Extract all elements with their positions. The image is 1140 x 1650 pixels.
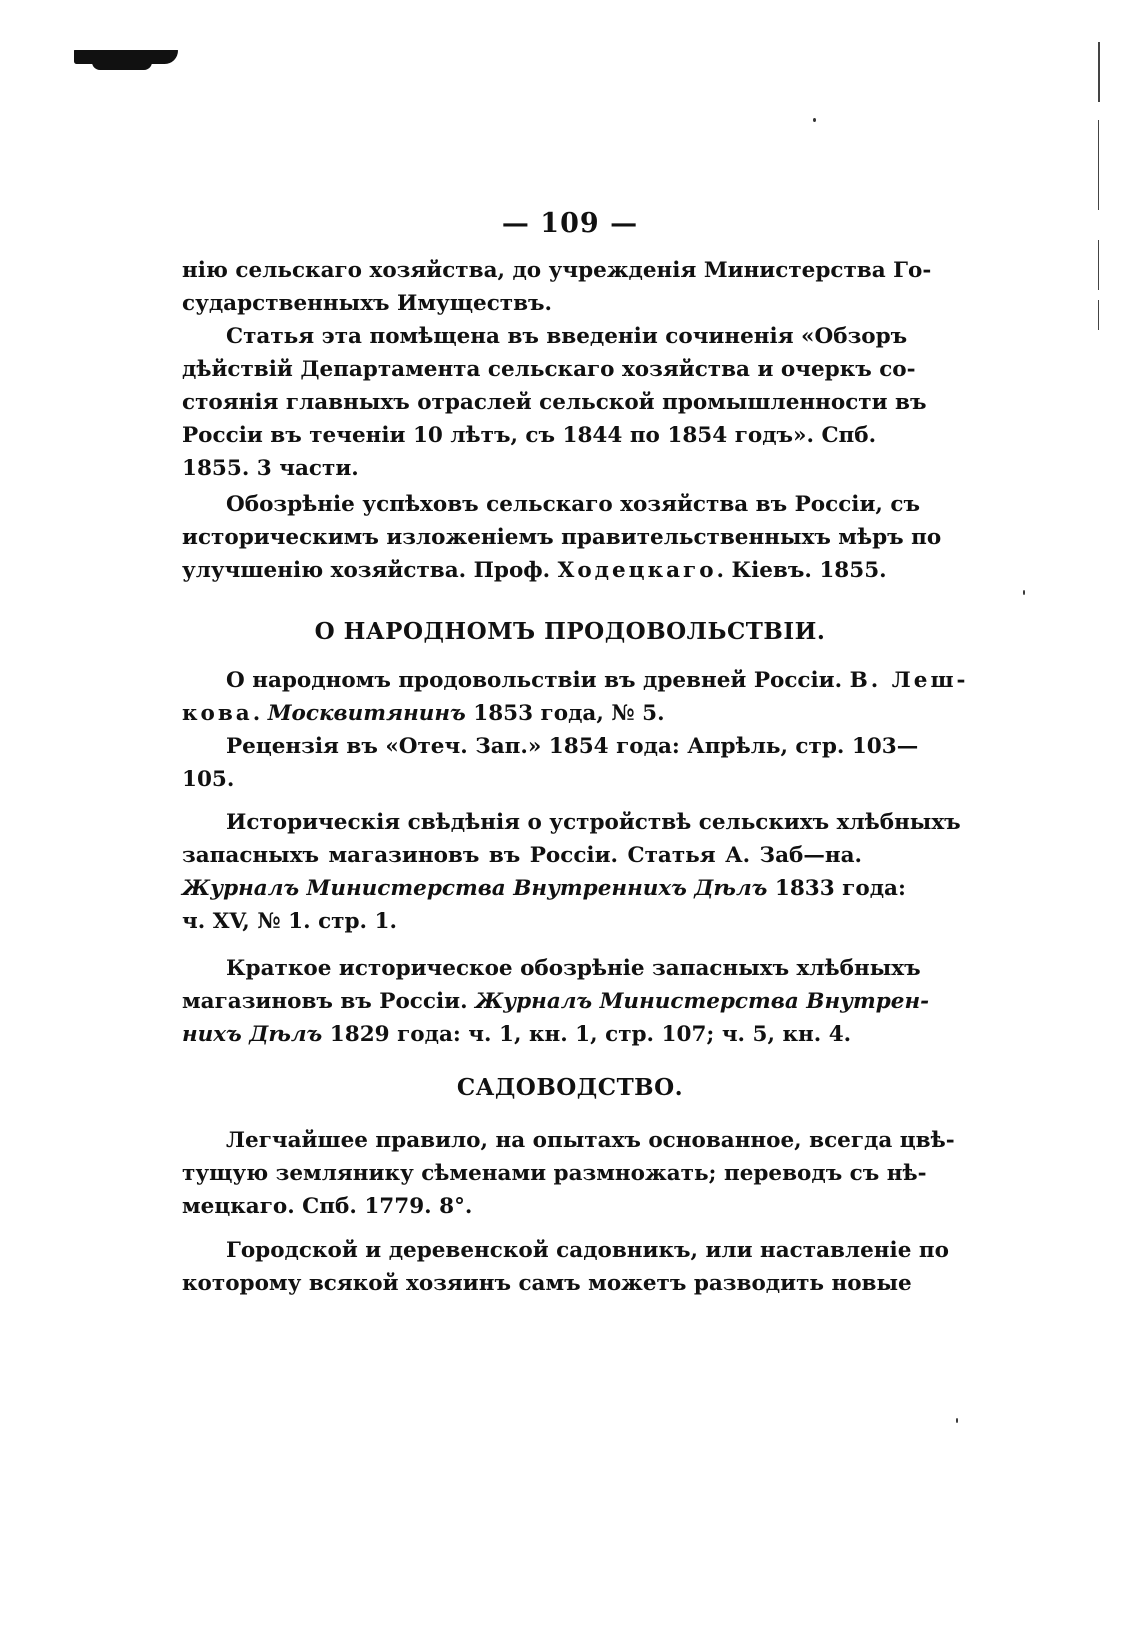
text-line: О народномъ продовольствіи въ древней Россіи. В. Леш-	[226, 668, 969, 693]
text-line: нихъ Дѣлъ 1829 года: ч. 1, кн. 1, стр. 107; ч. 5, кн. 4.	[182, 1022, 852, 1047]
section-heading-narodnoe-prodovolstvie: О НАРОДНОМЪ ПРОДОВОЛЬСТВІИ.	[314, 618, 826, 645]
text-line: тущую землянику сѣменами размножать; переводъ съ нѣ-	[182, 1161, 927, 1186]
text-line: улучшенію хозяйства. Проф. Ходецкаго. Кіевъ. 1855.	[182, 558, 887, 583]
text-line: Россіи въ теченіи 10 лѣтъ, съ 1844 по 1854 годъ». Спб.	[182, 423, 877, 448]
text-line: которому всякой хозяинъ самъ можетъ разводить новые	[182, 1271, 912, 1296]
scan-edge-line	[1098, 120, 1099, 210]
paragraph-leshkov	[182, 664, 969, 730]
scan-edge-line	[1098, 240, 1099, 290]
scan-speck	[1023, 590, 1025, 595]
text-line: 105.	[182, 767, 235, 792]
text-line: кова. Москвитянинъ 1853 года, № 5.	[182, 701, 665, 726]
text-line: Рецензія въ «Отеч. Зап.» 1854 года: Апрѣль, стр. 103—	[226, 734, 919, 759]
text-line: Историческія свѣдѣнія о устройствѣ сельскихъ хлѣбныхъ	[226, 810, 961, 835]
text-line: Обозрѣніе успѣховъ сельскаго хозяйства въ Россіи, съ	[226, 492, 920, 517]
paragraph-gorodskoy-sadovnik	[182, 1234, 949, 1300]
scan-edge-line	[1098, 42, 1100, 102]
scan-speck	[813, 118, 816, 122]
page-number: — 109 —	[501, 208, 639, 239]
text-line: дѣйствій Департамента сельскаго хозяйства и очеркъ со-	[182, 357, 916, 382]
text-line: стоянія главныхъ отраслей сельской промышленности въ	[182, 390, 927, 415]
section-heading-sadovodstvo: САДОВОДСТВО.	[456, 1074, 684, 1101]
paragraph-istoricheskiya-svedeniya	[182, 806, 961, 938]
text-line: ч. XV, № 1. стр. 1.	[182, 909, 397, 934]
text-line: Краткое историческое обозрѣніе запасныхъ хлѣбныхъ	[226, 956, 921, 981]
text-line: Городской и деревенской садовникъ, или наставленіе по	[226, 1238, 949, 1263]
scan-edge-line	[1098, 300, 1099, 330]
paragraph-continuation	[182, 254, 932, 320]
text-line: историческимъ изложеніемъ правительственныхъ мѣръ по	[182, 525, 942, 550]
text-line: нію сельскаго хозяйства, до учрежденія Министерства Го-	[182, 258, 932, 283]
text-line: мецкаго. Спб. 1779. 8°.	[182, 1194, 473, 1219]
text-line: сударственныхъ Имуществъ.	[182, 291, 553, 316]
paragraph-kratkoe-obozrenie	[182, 952, 930, 1051]
scan-corner-mark	[74, 50, 178, 64]
text-line: запасныхъ магазиновъ въ Россіи. Статья А. Заб—на.	[182, 843, 862, 868]
paragraph-recenziya	[182, 730, 919, 796]
text-line: магазиновъ въ Россіи. Журналъ Министерства Внутрен-	[182, 989, 930, 1014]
text-line: Статья эта помѣщена въ введеніи сочиненія «Обзоръ	[226, 324, 908, 349]
text-line: 1855. 3 части.	[182, 456, 359, 481]
text-line: Журналъ Министерства Внутреннихъ Дѣлъ 1833 года:	[182, 876, 906, 901]
paragraph-legchayshee-pravilo	[182, 1124, 955, 1223]
scan-speck	[956, 1418, 958, 1423]
paragraph-obzor-note	[182, 320, 927, 485]
paragraph-obozrenie-uspekhov	[182, 488, 942, 587]
text-line: Легчайшее правило, на опытахъ основанное, всегда цвѣ-	[226, 1128, 955, 1153]
